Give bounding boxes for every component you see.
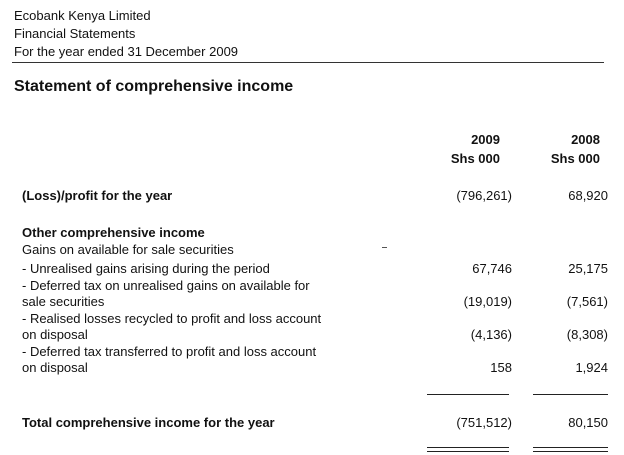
row-label-line1: - Deferred tax on unrealised gains on available for xyxy=(22,278,310,293)
value-2009: (796,261) xyxy=(456,188,512,203)
value-2008: 25,175 xyxy=(568,261,608,276)
value-2009: 158 xyxy=(490,360,512,375)
row-label-line2: on disposal xyxy=(22,327,88,342)
value-2008: (7,561) xyxy=(566,294,608,309)
col-2008-year: 2008 xyxy=(571,132,600,147)
row-label: - Unrealised gains arising during the period xyxy=(22,261,270,276)
row-label-line2: sale securities xyxy=(22,294,105,309)
oci-subheading: Gains on available for sale securities xyxy=(22,242,234,257)
header-rule xyxy=(12,62,604,63)
value-2008: (8,308) xyxy=(566,327,608,342)
total-double-rule-2009 xyxy=(427,447,509,452)
document-name: Financial Statements xyxy=(14,26,136,41)
col-2009-year: 2009 xyxy=(471,132,500,147)
total-label: Total comprehensive income for the year xyxy=(22,415,275,430)
subtotal-rule-2009 xyxy=(427,394,509,395)
subtotal-rule-2008 xyxy=(533,394,608,395)
oci-heading: Other comprehensive income xyxy=(22,225,205,240)
value-2009: 67,746 xyxy=(472,261,512,276)
row-label-line1: - Realised losses recycled to profit and loss account xyxy=(22,311,322,326)
value-2009: (4,136) xyxy=(470,327,512,342)
statement-title: Statement of comprehensive income xyxy=(14,78,294,95)
value-2008: 68,920 xyxy=(568,188,608,203)
row-label-line2: on disposal xyxy=(22,360,88,375)
col-2009-unit: Shs 000 xyxy=(450,151,500,166)
total-2009: (751,512) xyxy=(456,415,512,430)
total-2008: 80,150 xyxy=(568,415,608,430)
row-label-line1: - Deferred tax transferred to profit and loss account xyxy=(22,344,317,359)
col-2008-unit: Shs 000 xyxy=(550,151,600,166)
period-text: For the year ended 31 December 2009 xyxy=(14,44,239,59)
value-2008: 1,924 xyxy=(575,360,608,375)
company-name: Ecobank Kenya Limited xyxy=(14,8,151,23)
value-2009: (19,019) xyxy=(463,294,512,309)
row-label: (Loss)/profit for the year xyxy=(22,188,173,203)
total-double-rule-2008 xyxy=(533,447,608,452)
scan-mark xyxy=(382,247,387,248)
